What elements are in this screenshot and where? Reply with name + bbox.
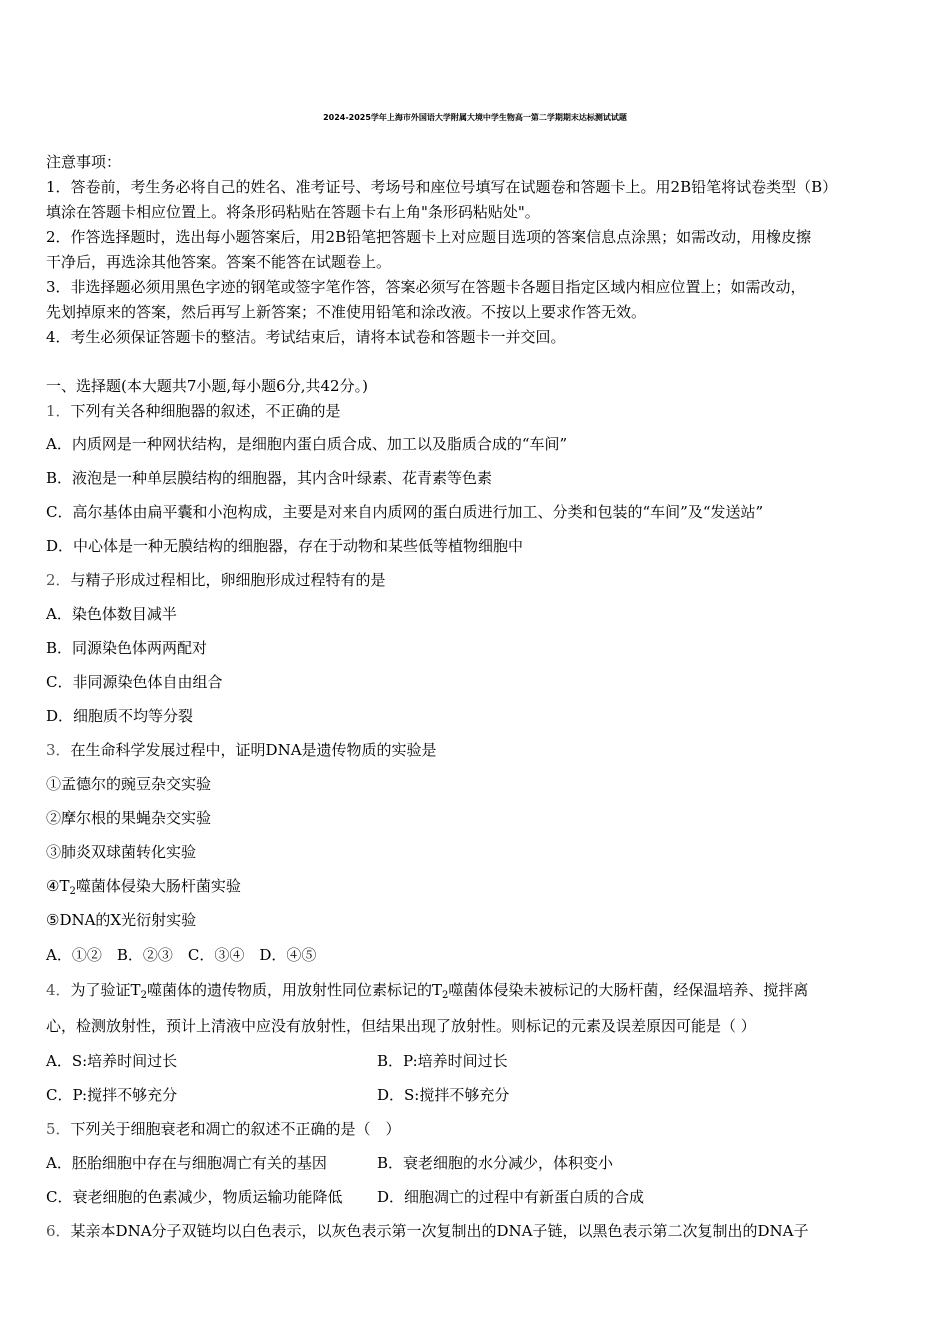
question-stem-part: 为了验证T [70,981,141,999]
option-b: B．同源染色体两两配对 [46,639,208,657]
question-2 [46,570,386,590]
question-number: 6． [46,1222,71,1240]
notice-line: 先划掉原来的答案，然后再写上新答案；不准使用铅笔和涂改液。不按以上要求作答无效。 [46,303,647,321]
question-stem-part: 噬菌体的遗传物质，用放射性同位素标记的T [146,981,442,999]
option-d: D．S:搅拌不够充分 [377,1086,510,1104]
notice-line: 4．考生必须保证答题卡的整洁。考试结束后，请将本试卷和答题卡一并交回。 [46,328,566,346]
notice-line: 填涂在答题卡相应位置上。将条形码粘贴在答题卡右上角"条形码粘贴处"。 [46,203,540,221]
option-c: C．非同源染色体自由组合 [46,673,223,691]
subscript: 2 [140,990,147,1001]
subscript: 2 [69,886,76,897]
question-5 [46,1119,401,1139]
option-a: A．染色体数目减半 [46,605,177,623]
option-a: A．胚胎细胞中存在与细胞凋亡有关的基因 [46,1154,327,1172]
question-3 [46,740,437,760]
option-a: A．S:培养时间过长 [46,1052,178,1070]
question-stem: 与精子形成过程相比，卵细胞形成过程特有的是 [70,571,386,589]
list-item: ⑤DNA的X光衍射实验 [46,911,197,929]
question-stem: 在生命科学发展过程中，证明DNA是遗传物质的实验是 [70,741,437,759]
option-d: D．细胞凋亡的过程中有新蛋白质的合成 [377,1188,645,1206]
option-b: B．液泡是一种单层膜结构的细胞器，其内含叶绿素、花青素等色素 [46,469,493,487]
option-a: A．内质网是一种网状结构，是细胞内蛋白质合成、加工以及脂质合成的“车间” [46,435,568,453]
list-item [46,876,241,899]
option-d: D．细胞质不均等分裂 [46,707,194,725]
option-b: B．衰老细胞的水分减少，体积变小 [377,1154,614,1172]
item-text: 噬菌体侵染大肠杆菌实验 [75,877,241,895]
item-prefix: ④T [46,877,70,895]
question-1 [46,401,341,421]
list-item: ①孟德尔的豌豆杂交实验 [46,775,212,793]
list-item: ③肺炎双球菌转化实验 [46,843,197,861]
question-stem-continued: 心，检测放射性，预计上清液中应没有放射性，但结果出现了放射性。则标记的元素及误差原因可能是（ ） [46,1017,756,1035]
question-number: 3． [46,741,71,759]
notice-heading: 注意事项： [46,153,122,171]
notice-line: 干净后，再选涂其他答案。答案不能答在试题卷上。 [46,253,392,271]
notice-line: 3．非选择题必须用黑色字迹的钢笔或签字笔作答，答案必须写在答题卡各题目指定区域内相应位置上；如需改动， [46,278,806,296]
option-c: C．P:搅拌不够充分 [46,1086,178,1104]
section-heading: 一、选择题(本大题共7小题,每小题6分,共42分。) [46,377,368,395]
question-number: 1． [46,402,71,420]
answer-options: A．①② B．②③ C．③④ D．④⑤ [46,946,317,964]
question-number: 2． [46,571,71,589]
question-6 [46,1221,809,1241]
option-b: B．P:培养时间过长 [377,1052,508,1070]
question-number: 5． [46,1120,71,1138]
page-title: 2024-2025学年上海市外国语大学附属大境中学生物高一第二学期期末达标测试试题 [323,113,627,122]
question-number: 4． [46,981,71,999]
question-stem: 某亲本DNA分子双链均以白色表示，以灰色表示第一次复制出的DNA子链，以黑色表示第二次复制出的DNA子 [70,1222,809,1240]
option-d: D．中心体是一种无膜结构的细胞器，存在于动物和某些低等植物细胞中 [46,537,524,555]
notice-line: 1．答卷前，考生务必将自己的姓名、准考证号、考场号和座位号填写在试题卷和答题卡上。用2B铅笔将试卷类型（B） [46,178,838,196]
list-item: ②摩尔根的果蝇杂交实验 [46,809,212,827]
question-stem: 下列有关各种细胞器的叙述，不正确的是 [70,402,341,420]
option-c: C．衰老细胞的色素减少，物质运输功能降低 [46,1188,343,1206]
option-c: C．高尔基体由扁平囊和小泡构成，主要是对来自内质网的蛋白质进行加工、分类和包装的“车间”及“发送站” [46,503,764,521]
subscript: 2 [441,990,449,1001]
question-stem: 下列关于细胞衰老和凋亡的叙述不正确的是（ ） [70,1120,401,1138]
question-stem-part: 噬菌体侵染未被标记的大肠杆菌，经保温培养、搅拌离 [448,981,809,999]
notice-line: 2．作答选择题时，选出每小题答案后，用2B铅笔把答题卡上对应题目选项的答案信息点涂黑；如需改动，用橡皮擦 [46,228,812,246]
question-4 [46,980,808,1003]
